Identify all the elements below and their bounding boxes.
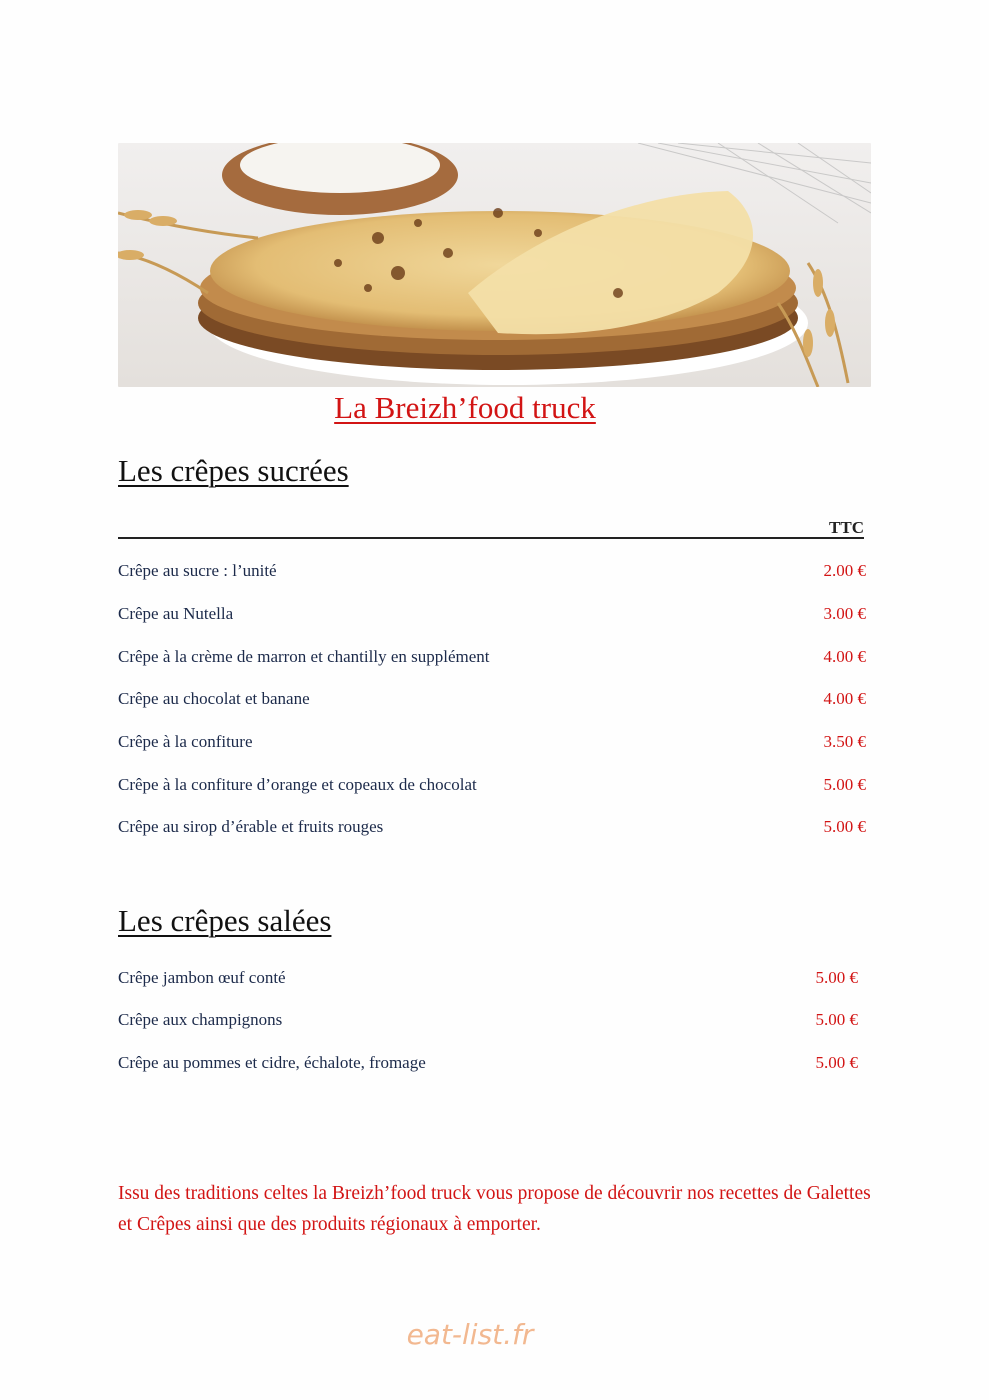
list-item bbox=[118, 1005, 858, 1035]
footer-description: Issu des traditions celtes la Breizh’food truck vous propose de découvrir nos recettes de Galettes et Crêpes ainsi que des produits régionaux à emporter. bbox=[118, 1183, 871, 1235]
item-name: Crêpe au Nutella bbox=[118, 604, 234, 623]
price-column-header: TTC bbox=[829, 518, 864, 537]
item-price: 4.00 € bbox=[823, 689, 866, 708]
item-price: 5.00 € bbox=[815, 968, 858, 987]
crepes-banner-image bbox=[118, 143, 871, 387]
item-price: 3.00 € bbox=[823, 604, 866, 623]
item-price: 5.00 € bbox=[823, 775, 866, 794]
item-name: Crêpe à la confiture bbox=[118, 732, 253, 751]
list-item bbox=[118, 963, 858, 993]
list-item bbox=[118, 556, 866, 586]
item-name: Crêpe à la crème de marron et chantilly en supplément bbox=[118, 647, 490, 666]
list-item bbox=[118, 812, 866, 842]
item-name: Crêpe au pommes et cidre, échalote, fromage bbox=[118, 1053, 426, 1072]
list-item bbox=[118, 770, 866, 800]
list-item bbox=[118, 1048, 858, 1078]
list-item bbox=[118, 599, 866, 629]
item-name: Crêpe au sucre : l’unité bbox=[118, 561, 277, 580]
item-name: Crêpe à la confiture d’orange et copeaux de chocolat bbox=[118, 775, 477, 794]
item-price: 5.00 € bbox=[815, 1010, 858, 1029]
watermark: eat-list.fr bbox=[406, 1318, 534, 1351]
item-price: 5.00 € bbox=[815, 1053, 858, 1072]
item-price: 3.50 € bbox=[823, 732, 866, 751]
item-price: 4.00 € bbox=[823, 647, 866, 666]
item-name: Crêpe au sirop d’érable et fruits rouges bbox=[118, 817, 384, 836]
item-name: Crêpe au chocolat et banane bbox=[118, 689, 310, 708]
item-price: 2.00 € bbox=[823, 561, 866, 580]
sweet-section-heading: Les crêpes sucrées bbox=[118, 453, 349, 488]
menu-title: La Breizh’food truck bbox=[334, 390, 596, 425]
list-item bbox=[118, 642, 866, 672]
item-name: Crêpe aux champignons bbox=[118, 1010, 283, 1029]
item-price: 5.00 € bbox=[823, 817, 866, 836]
list-item bbox=[118, 684, 866, 714]
item-name: Crêpe jambon œuf conté bbox=[118, 968, 286, 987]
list-item bbox=[118, 727, 866, 757]
savory-section-heading: Les crêpes salées bbox=[118, 903, 332, 938]
divider bbox=[118, 537, 864, 539]
